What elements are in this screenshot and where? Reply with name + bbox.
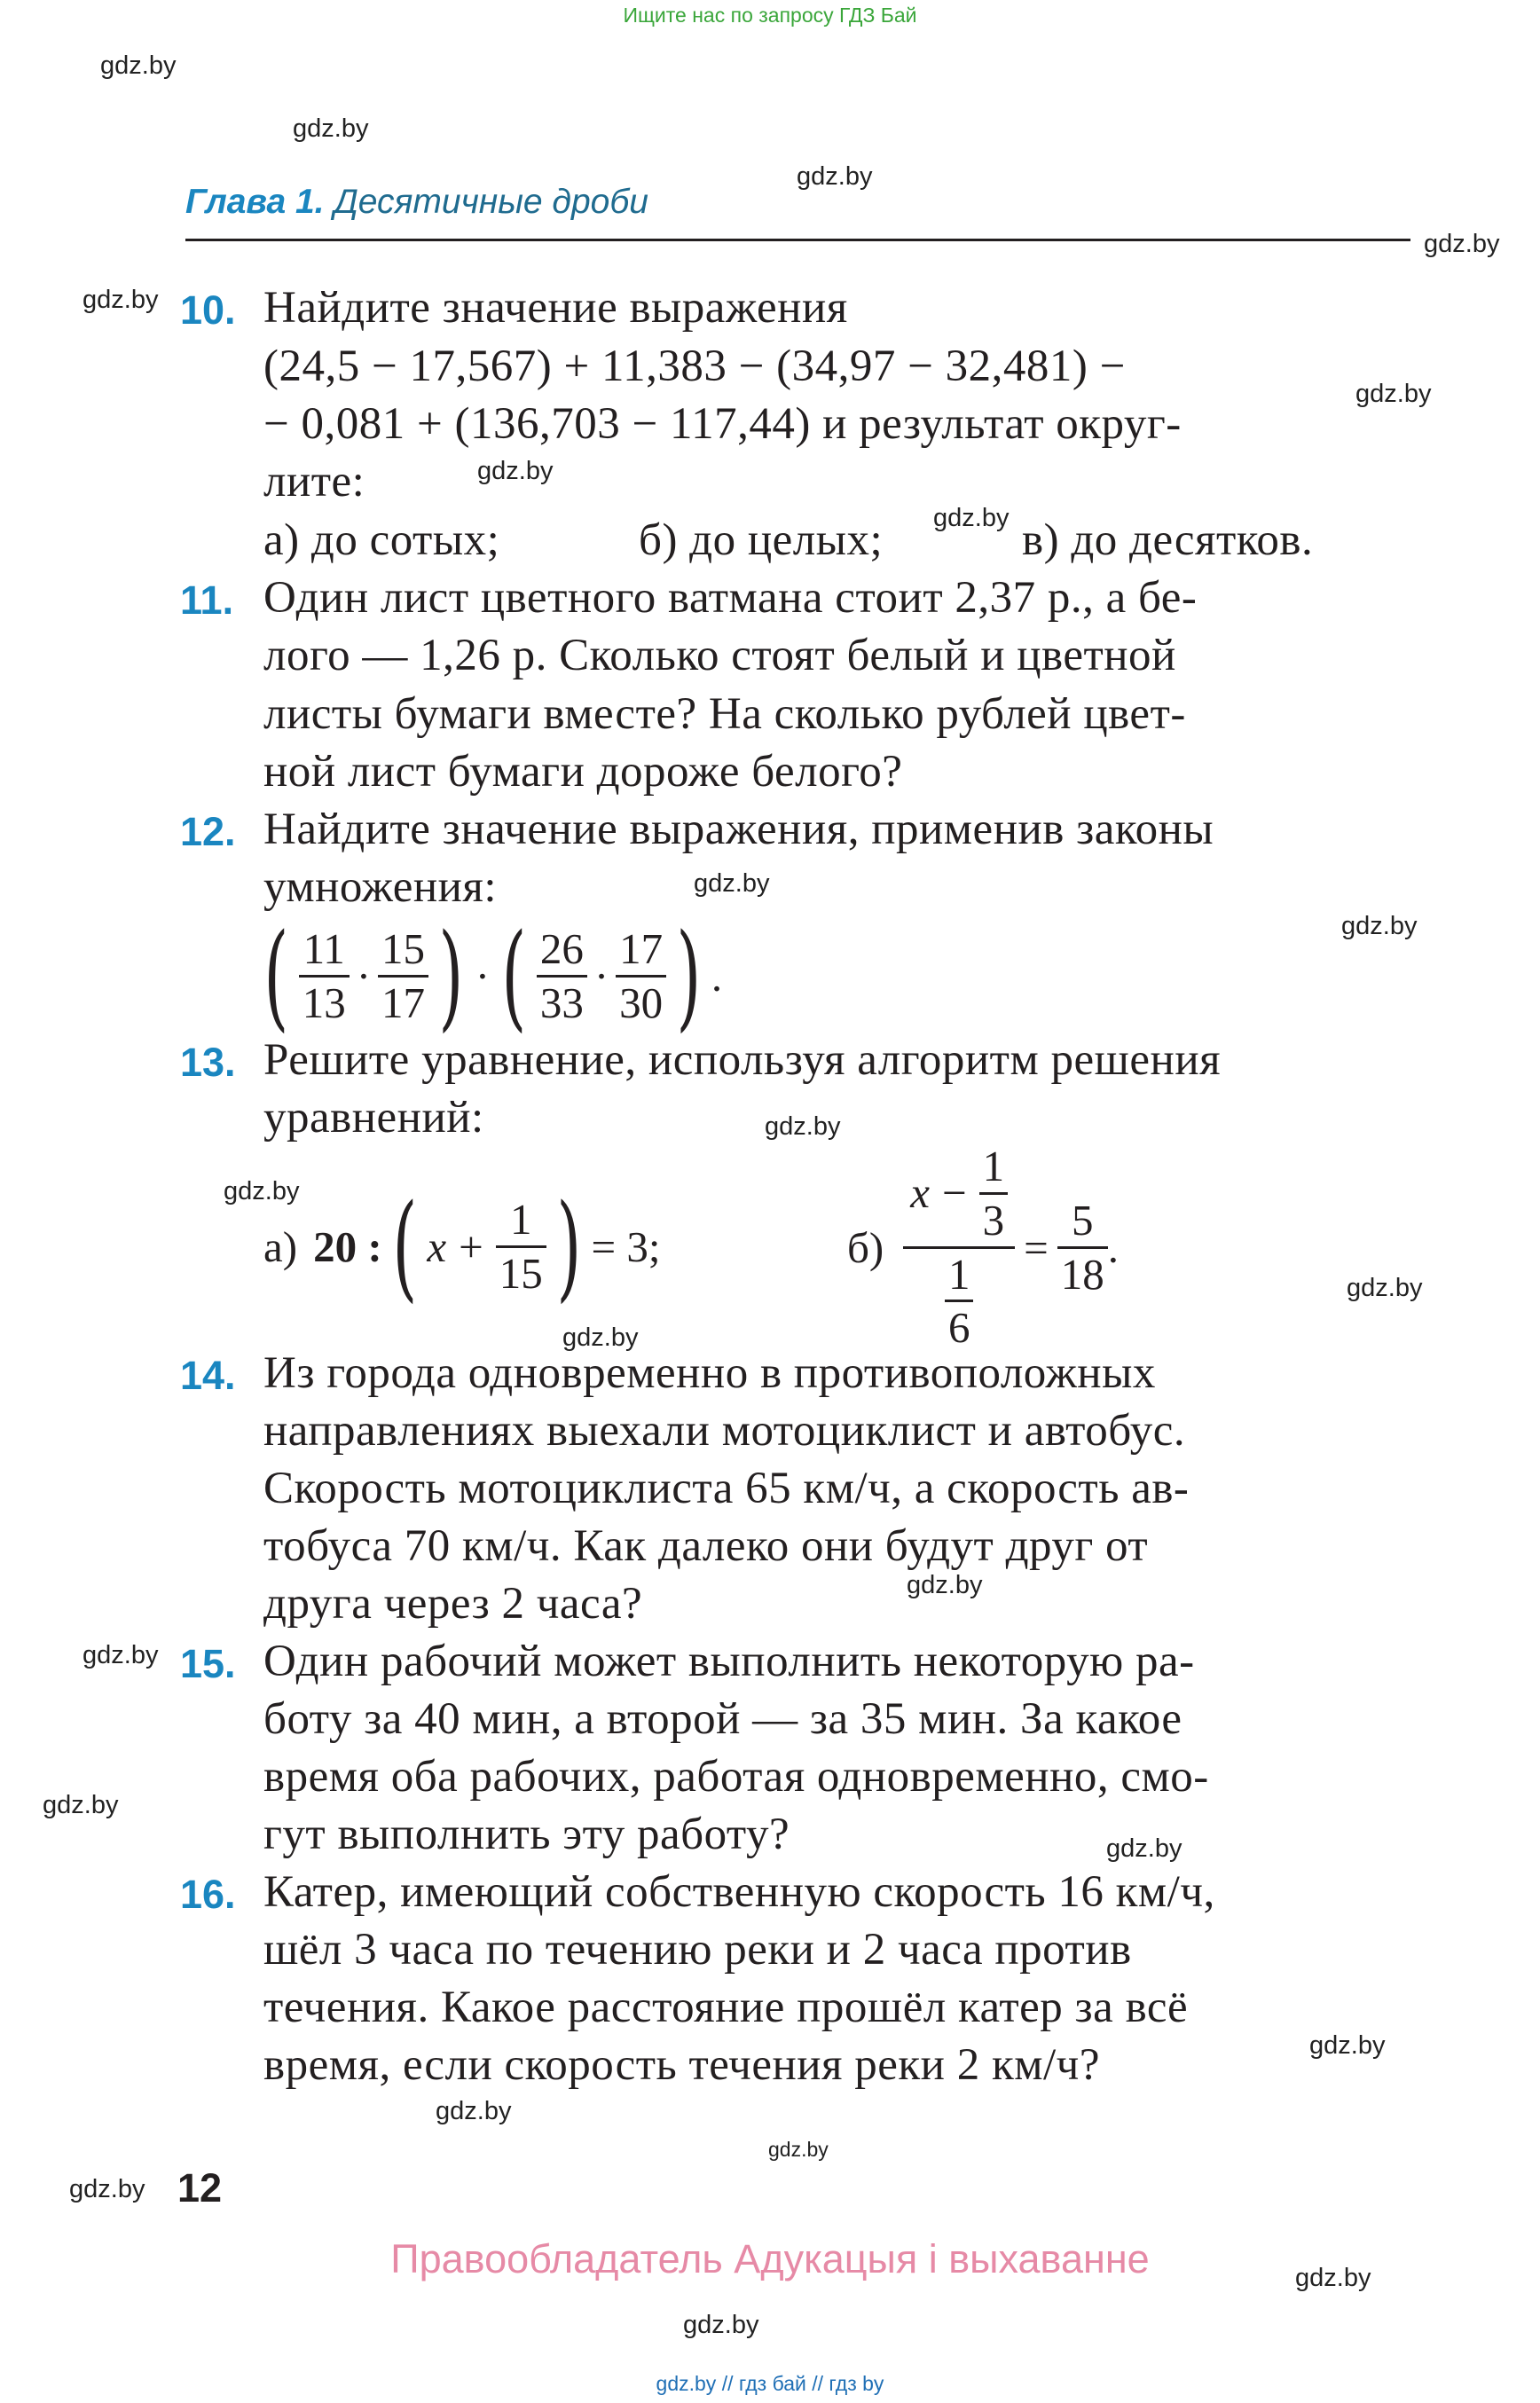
product-expression	[254, 908, 723, 1043]
complex-fraction	[903, 1143, 1015, 1353]
watermark: gdz.by	[765, 1112, 841, 1141]
task-text-line: время, если скорость течения реки 2 км/ч?	[263, 2040, 1100, 2090]
task-text-line: листы бумаги вместе? На сколько рублей цвет-	[263, 689, 1186, 739]
left-paren: (	[501, 908, 527, 1043]
task-text-line: (24,5 − 17,567) + 11,383 − (34,97 − 32,481) −	[263, 342, 1126, 391]
watermark: gdz.by	[69, 2175, 145, 2203]
task-number: 16.	[180, 1872, 236, 1917]
task-text-line: время оба рабочих, работая одновременно, смо-	[263, 1752, 1209, 1802]
variable-x: x	[910, 1168, 930, 1218]
task-text-line: − 0,081 + (136,703 − 117,44) и результат округ-	[263, 399, 1182, 449]
chapter-prefix: Глава 1.	[185, 183, 325, 221]
task-number: 13.	[180, 1040, 236, 1085]
task-text-line: Найдите значение выражения, применив законы	[263, 805, 1214, 854]
header-rule	[185, 239, 1410, 241]
task-text-line: Из города одновременно в противоположных	[263, 1348, 1156, 1398]
watermark: gdz.by	[907, 1571, 983, 1599]
watermark: gdz.by	[436, 2097, 512, 2125]
watermark: gdz.by	[1341, 912, 1418, 940]
equation-b	[847, 1141, 1120, 1353]
watermark: gdz.by	[100, 51, 177, 80]
task-text-line: Один рабочий может выполнить некоторую ра-	[263, 1637, 1195, 1686]
option-label: б)	[847, 1222, 884, 1272]
watermark: gdz.by	[768, 2138, 829, 2161]
task-option: б) до целых;	[639, 515, 884, 565]
rights-holder-notice: Правообладатель Адукацыя і выхаванне	[390, 2236, 1150, 2281]
fraction: $\frac{1}{3}$	[976, 1143, 1012, 1245]
watermark: gdz.by	[477, 457, 554, 485]
watermark: gdz.by	[82, 286, 159, 314]
task-number: 14.	[180, 1353, 236, 1398]
watermark: gdz.by	[82, 1641, 159, 1669]
left-paren: (	[263, 908, 289, 1043]
watermark: gdz.by	[43, 1791, 119, 1819]
right-paren: )	[438, 908, 464, 1043]
page-number: 12	[177, 2165, 223, 2211]
task-text-line: друга через 2 часа?	[263, 1579, 643, 1629]
dot-operator: ·	[356, 951, 372, 1001]
right-paren: )	[676, 908, 702, 1043]
watermark: gdz.by	[1355, 380, 1432, 408]
task-text-line: тобуса 70 км/ч. Как далеко они будут друг от	[263, 1521, 1149, 1571]
left-paren: (	[392, 1179, 417, 1314]
fraction: $\frac{26}{33}$	[537, 925, 587, 1027]
watermark: gdz.by	[1309, 2031, 1386, 2060]
watermark: gdz.by	[1424, 230, 1500, 258]
task-text-line: лите:	[263, 457, 365, 507]
equation-a	[263, 1179, 661, 1314]
task-option: а) до сотых;	[263, 515, 500, 565]
watermark: gdz.by	[933, 504, 1010, 532]
watermark: gdz.by	[562, 1323, 639, 1352]
task-text-line: течения. Какое расстояние прошёл катер за всё	[263, 1983, 1189, 2032]
equation-lhs: 20 :	[313, 1221, 382, 1271]
fraction: $\frac{15}{17}$	[378, 925, 428, 1027]
task-text-line: Скорость мотоциклиста 65 км/ч, а скорость ав-	[263, 1464, 1190, 1513]
bottom-links[interactable]: gdz.by // гдз бай // гдз by	[656, 2372, 884, 2395]
period: .	[711, 951, 723, 1001]
task-text-line: гут выполнить эту работу?	[263, 1810, 790, 1859]
watermark: gdz.by	[694, 869, 770, 898]
plus-operator: +	[459, 1221, 483, 1271]
option-label: а)	[263, 1221, 298, 1271]
task-number: 12.	[180, 809, 236, 854]
watermark: gdz.by	[224, 1177, 300, 1205]
watermark: gdz.by	[1106, 1834, 1182, 1863]
task-text-line: шёл 3 часа по течению реки и 2 часа против	[263, 1925, 1132, 1975]
period: .	[1107, 1222, 1120, 1272]
dot-operator: ·	[593, 951, 609, 1001]
chapter-heading	[185, 183, 648, 222]
task-text-line: Решите уравнение, используя алгоритм решения	[263, 1035, 1222, 1085]
task-number: 10.	[180, 287, 236, 333]
task-number: 15.	[180, 1641, 236, 1686]
task-text-line: уравнений:	[263, 1093, 484, 1143]
top-banner-link[interactable]: Ищите нас по запросу ГДЗ Бай	[623, 4, 917, 27]
watermark: gdz.by	[1295, 2264, 1371, 2292]
chapter-title: Десятичные дроби	[334, 183, 648, 221]
task-option: в) до десятков.	[1022, 515, 1314, 565]
task-text-line: ной лист бумаги дороже белого?	[263, 747, 903, 797]
watermark: gdz.by	[1347, 1274, 1423, 1302]
fraction: $\frac{17}{30}$	[616, 925, 666, 1027]
fraction: $\frac{1}{15}$	[496, 1196, 546, 1298]
variable-x: x	[427, 1221, 447, 1271]
watermark: gdz.by	[293, 114, 369, 143]
fraction: $\frac{11}{13}$	[299, 925, 350, 1027]
task-text-line: Катер, имеющий собственную скорость 16 км/ч,	[263, 1867, 1215, 1917]
equation-rhs: = 3;	[591, 1221, 661, 1271]
task-text-line: лого — 1,26 р. Сколько стоят белый и цветной	[263, 631, 1176, 680]
fraction: $\frac{1}{6}$	[941, 1251, 978, 1353]
task-text-line: направлениях выехали мотоциклист и автобус.	[263, 1406, 1186, 1456]
watermark: gdz.by	[797, 162, 873, 191]
task-number: 11.	[180, 577, 234, 623]
task-text-line: боту за 40 мин, а второй — за 35 мин. За какое	[263, 1694, 1182, 1744]
task-text-line: умножения:	[263, 862, 498, 912]
right-paren: )	[556, 1179, 582, 1314]
minus-operator: −	[942, 1168, 967, 1218]
task-text-line: Найдите значение выражения	[263, 283, 848, 333]
watermark: gdz.by	[683, 2311, 759, 2339]
equals-sign: =	[1024, 1222, 1049, 1272]
fraction: $\frac{5}{18}$	[1057, 1197, 1108, 1299]
task-text-line: Один лист цветного ватмана стоит 2,37 р., а бе-	[263, 573, 1198, 623]
dot-operator: ·	[475, 951, 491, 1001]
